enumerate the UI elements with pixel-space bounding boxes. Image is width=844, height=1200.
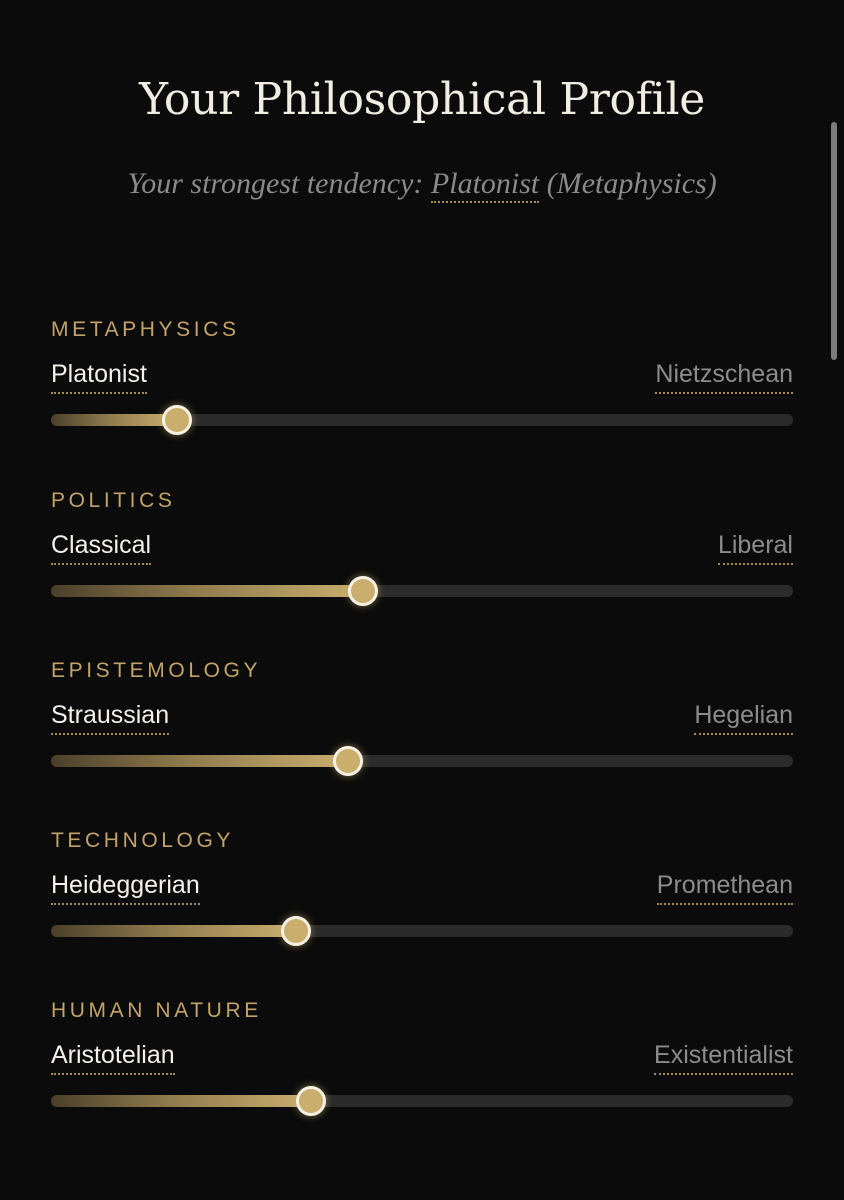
slider-knob[interactable] xyxy=(348,576,378,606)
slider-fill xyxy=(51,755,348,767)
slider-fill xyxy=(51,585,363,597)
right-pole-term[interactable]: Hegelian xyxy=(694,699,793,735)
category-label: TECHNOLOGY xyxy=(51,829,235,852)
category-label: EPISTEMOLOGY xyxy=(51,659,262,682)
slider-knob[interactable] xyxy=(296,1086,326,1116)
left-pole-term[interactable]: Straussian xyxy=(51,699,169,735)
slider-knob[interactable] xyxy=(162,405,192,435)
slider-track xyxy=(51,585,793,597)
strongest-tendency-subtitle xyxy=(0,164,844,204)
subtitle-lead: Your strongest tendency: xyxy=(127,167,431,200)
slider-track xyxy=(51,1095,793,1107)
slider-fill xyxy=(51,1095,311,1107)
slider-track xyxy=(51,755,793,767)
category-label: HUMAN NATURE xyxy=(51,999,262,1022)
right-pole-term[interactable]: Existentialist xyxy=(654,1039,793,1075)
slider-track xyxy=(51,414,793,426)
slider-knob[interactable] xyxy=(333,746,363,776)
left-pole-term[interactable]: Heideggerian xyxy=(51,869,200,905)
scrollbar[interactable] xyxy=(831,122,837,360)
category-label: METAPHYSICS xyxy=(51,318,240,341)
slider-fill xyxy=(51,414,177,426)
left-pole-term[interactable]: Aristotelian xyxy=(51,1039,175,1075)
left-pole-term[interactable]: Classical xyxy=(51,529,151,565)
right-pole-term[interactable]: Promethean xyxy=(657,869,793,905)
page-title: Your Philosophical Profile xyxy=(138,74,706,125)
subtitle-axis: (Metaphysics) xyxy=(539,167,717,200)
right-pole-term[interactable]: Nietzschean xyxy=(655,358,793,394)
slider-track xyxy=(51,925,793,937)
slider-fill xyxy=(51,925,296,937)
left-pole-term[interactable]: Platonist xyxy=(51,358,147,394)
subtitle-tendency-term[interactable]: Platonist xyxy=(431,167,539,203)
category-label: POLITICS xyxy=(51,489,176,512)
right-pole-term[interactable]: Liberal xyxy=(718,529,793,565)
slider-knob[interactable] xyxy=(281,916,311,946)
